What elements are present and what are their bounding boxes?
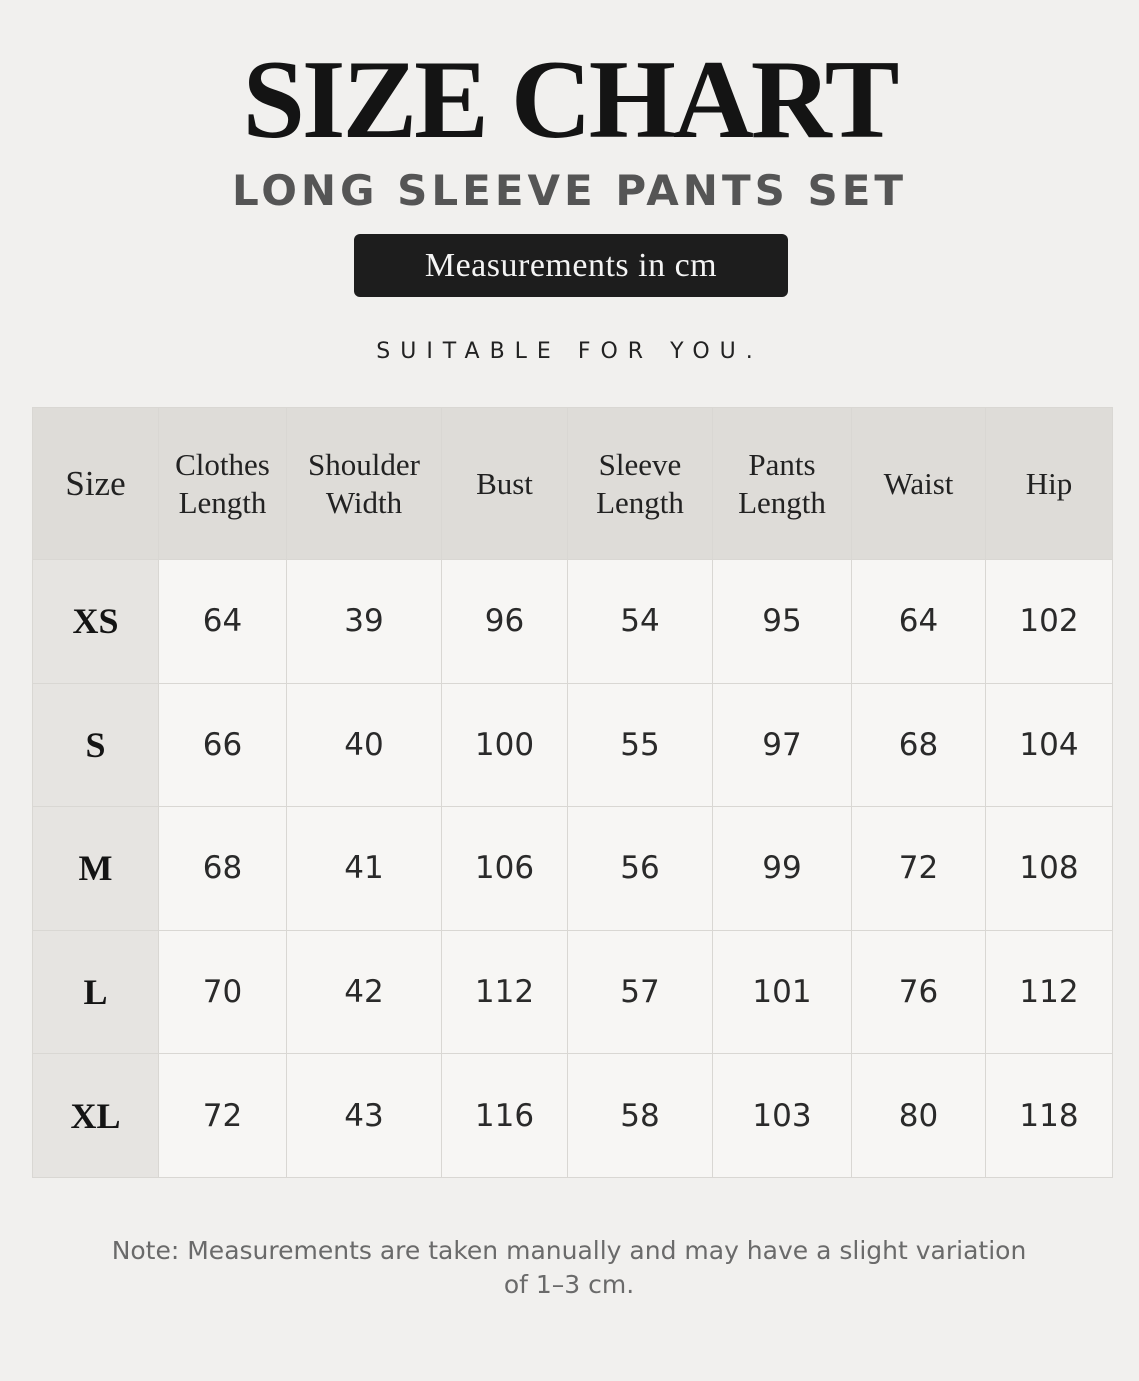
cell-bust: 112 [442, 930, 568, 1054]
cell-hip: 104 [986, 683, 1113, 807]
cell-sleeve-length: 54 [568, 560, 713, 684]
units-badge: Measurements in cm [354, 234, 788, 297]
cell-sleeve-length: 55 [568, 683, 713, 807]
cell-bust: 116 [442, 1054, 568, 1178]
table-row [33, 930, 1113, 1054]
cell-shoulder-width: 40 [287, 683, 442, 807]
table-row [33, 807, 1113, 931]
column-header-hip: Hip [986, 408, 1113, 560]
column-header-clothes-length: Clothes Length [159, 408, 287, 560]
cell-hip: 112 [986, 930, 1113, 1054]
row-size-label: XL [33, 1054, 159, 1178]
cell-pants-length: 101 [713, 930, 852, 1054]
note-line-2: of 1–3 cm. [503, 1270, 635, 1299]
cell-sleeve-length: 57 [568, 930, 713, 1054]
cell-pants-length: 103 [713, 1054, 852, 1178]
page-title: SIZE CHART [242, 38, 897, 162]
cell-sleeve-length: 58 [568, 1054, 713, 1178]
cell-hip: 108 [986, 807, 1113, 931]
column-header-shoulder-width: Shoulder Width [287, 408, 442, 560]
cell-hip: 118 [986, 1054, 1113, 1178]
cell-clothes-length: 72 [159, 1054, 287, 1178]
tagline: SUITABLE FOR YOU. [376, 339, 763, 364]
cell-waist: 76 [852, 930, 986, 1054]
table-row [33, 683, 1113, 807]
size-table [32, 407, 1113, 1178]
cell-sleeve-length: 56 [568, 807, 713, 931]
column-header-pants-length: Pants Length [713, 408, 852, 560]
column-header-bust: Bust [442, 408, 568, 560]
cell-bust: 100 [442, 683, 568, 807]
table-row [33, 1054, 1113, 1178]
row-size-label: S [33, 683, 159, 807]
cell-clothes-length: 68 [159, 807, 287, 931]
cell-waist: 68 [852, 683, 986, 807]
cell-bust: 106 [442, 807, 568, 931]
cell-pants-length: 99 [713, 807, 852, 931]
column-header-sleeve-length: Sleeve Length [568, 408, 713, 560]
cell-waist: 80 [852, 1054, 986, 1178]
cell-clothes-length: 66 [159, 683, 287, 807]
table-row [33, 560, 1113, 684]
cell-shoulder-width: 42 [287, 930, 442, 1054]
cell-hip: 102 [986, 560, 1113, 684]
cell-pants-length: 95 [713, 560, 852, 684]
row-size-label: L [33, 930, 159, 1054]
cell-clothes-length: 70 [159, 930, 287, 1054]
cell-clothes-length: 64 [159, 560, 287, 684]
cell-bust: 96 [442, 560, 568, 684]
row-size-label: XS [33, 560, 159, 684]
column-header-size: Size [33, 408, 159, 560]
cell-shoulder-width: 43 [287, 1054, 442, 1178]
note-line-1: Note: Measurements are taken manually and may have a slight variation [111, 1236, 1027, 1265]
cell-waist: 64 [852, 560, 986, 684]
cell-waist: 72 [852, 807, 986, 931]
cell-pants-length: 97 [713, 683, 852, 807]
cell-shoulder-width: 39 [287, 560, 442, 684]
cell-shoulder-width: 41 [287, 807, 442, 931]
measurement-note [95, 1234, 1043, 1302]
product-subtitle: LONG SLEEVE PANTS SET [231, 166, 908, 215]
row-size-label: M [33, 807, 159, 931]
column-header-waist: Waist [852, 408, 986, 560]
table-header-row [33, 408, 1113, 560]
